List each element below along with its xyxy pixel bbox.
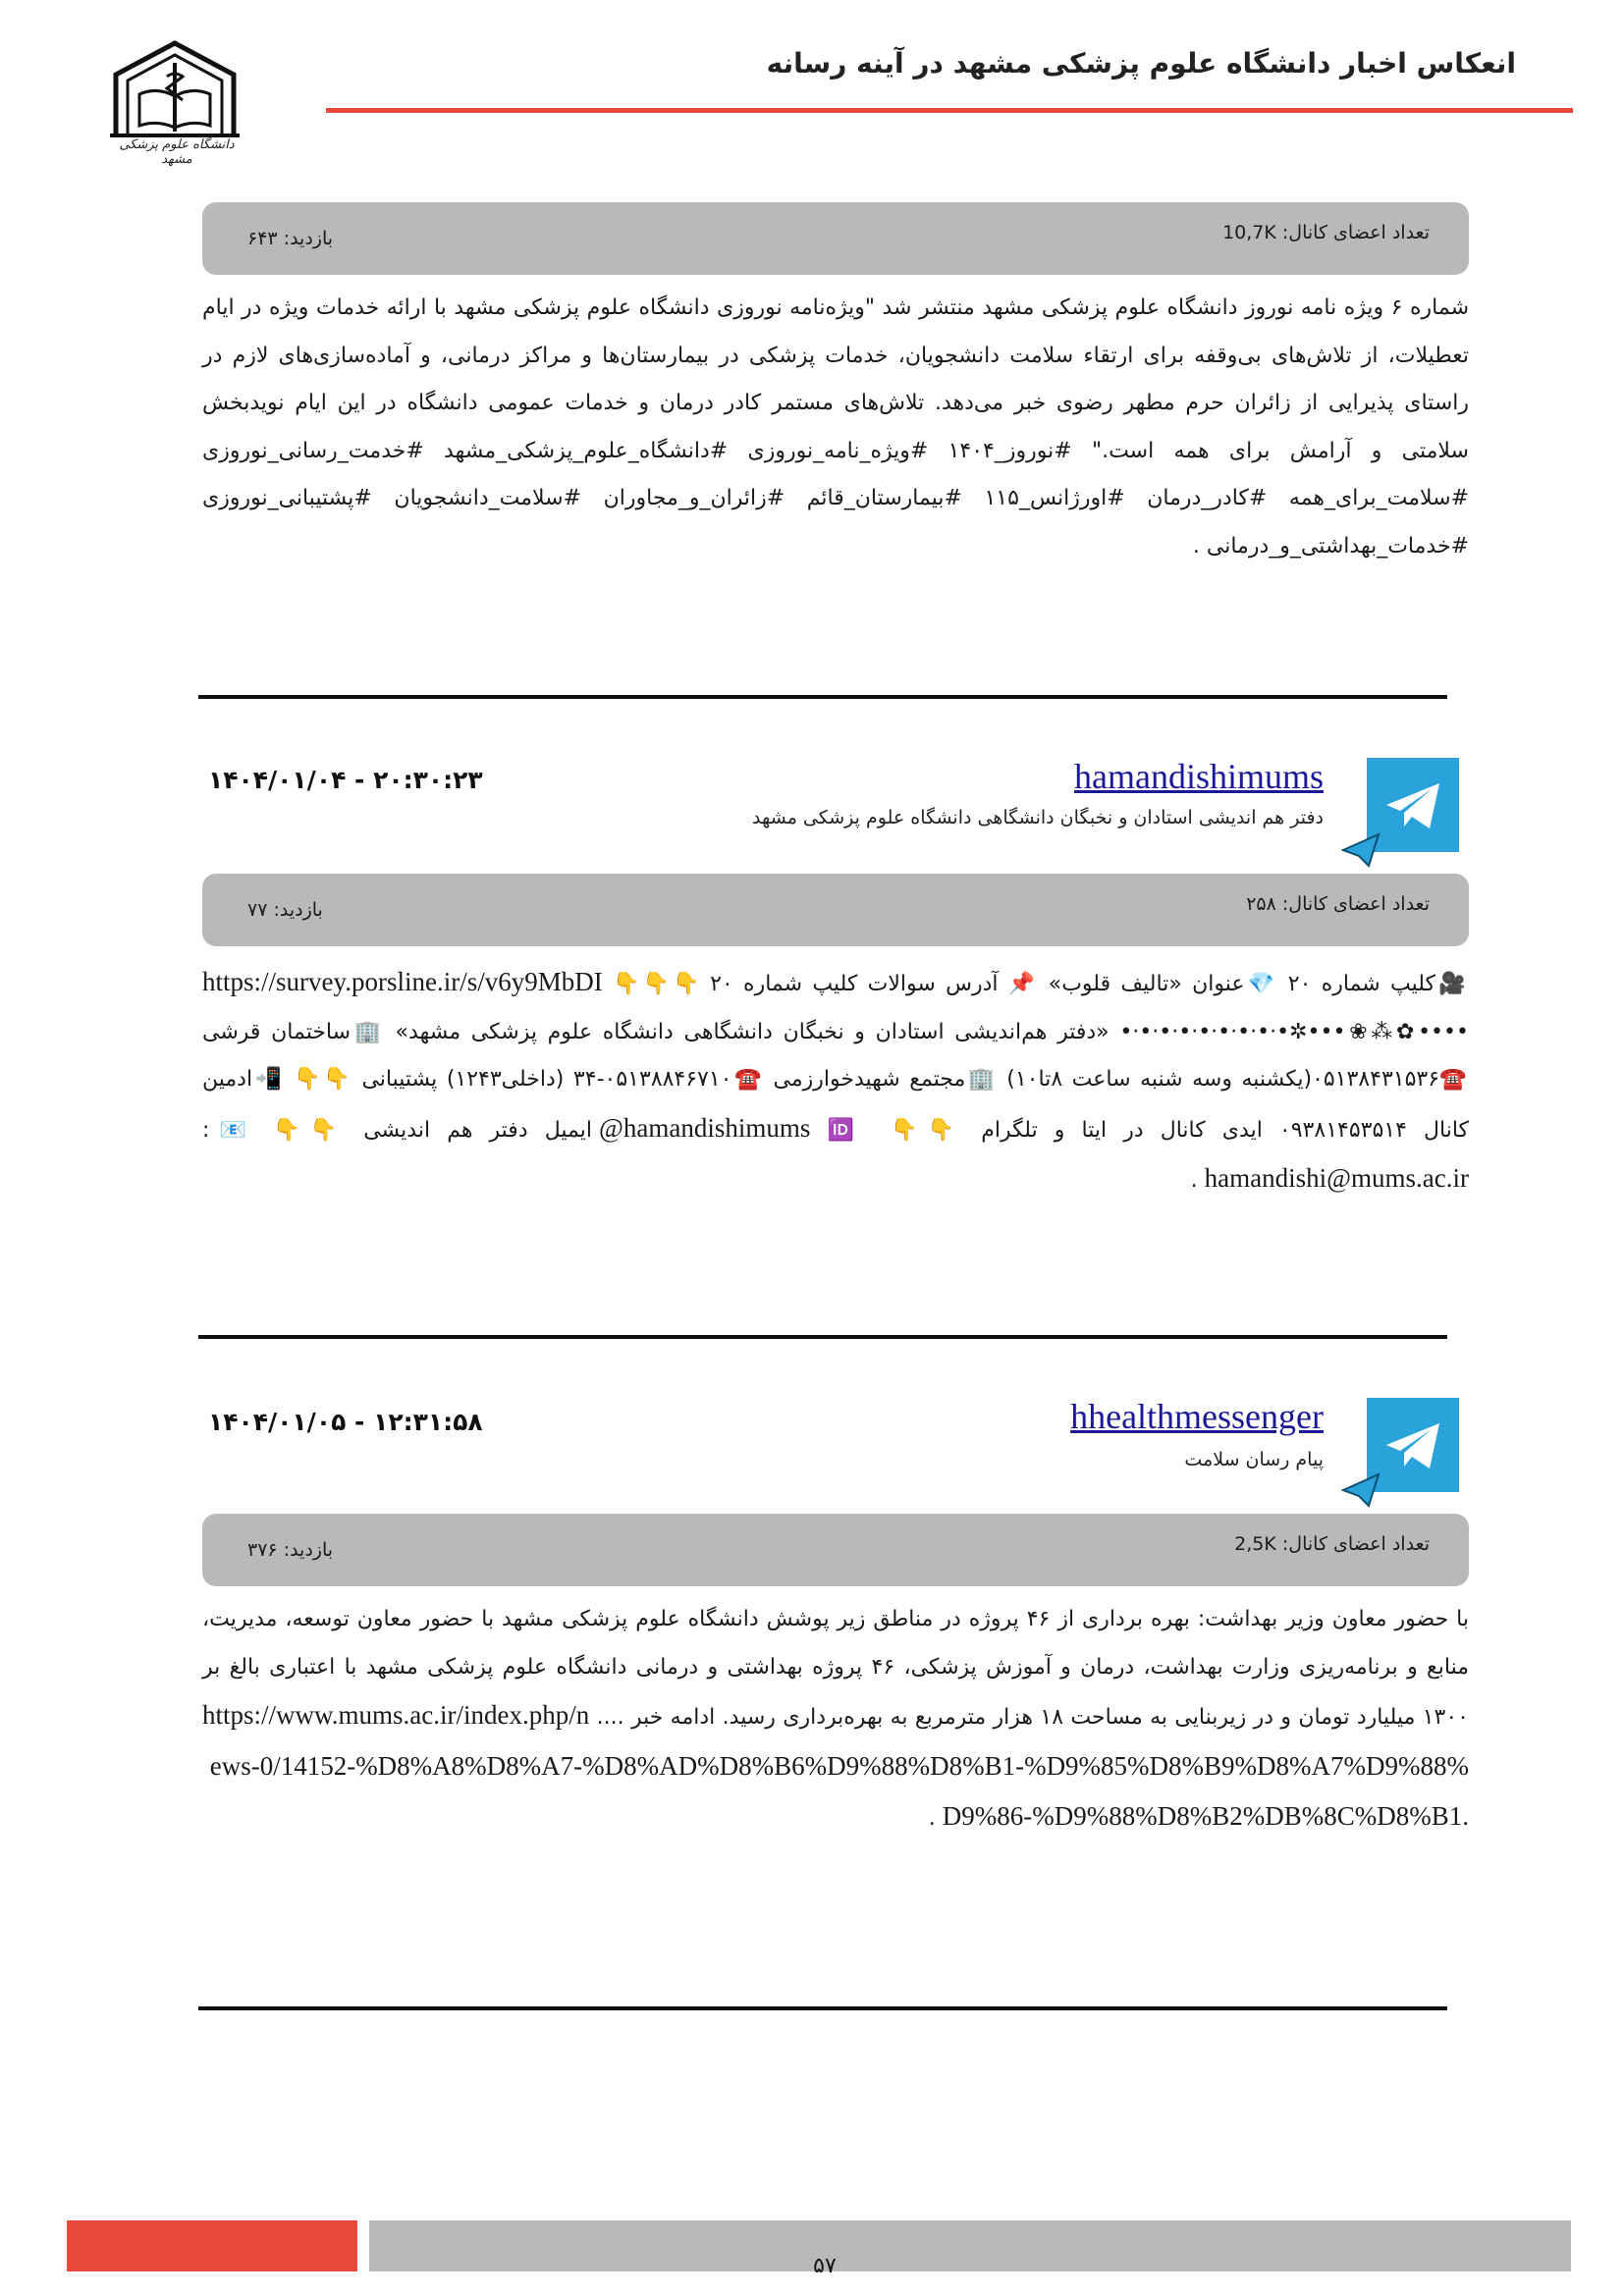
channel-description: پیام رسان سلامت	[1184, 1449, 1324, 1470]
logo-caption: دانشگاه علوم پزشکی مشهد	[119, 137, 235, 167]
channel-description: دفتر هم اندیشی استادان و نخبگان دانشگاهی دانشگاه علوم پزشکی مشهد	[752, 807, 1324, 828]
post-separator	[198, 2006, 1447, 2010]
post-3-info-bar	[202, 1514, 1469, 1586]
post-3-body: با حضور معاون وزیر بهداشت: بهره برداری از ۴۶ پروژه در مناطق زیر پوشش دانشگاه علوم پزشکی مشهد با حضور معاون توسعه، مدیریت، منابع و برنامه‌ریزی وزارت بهداشت، درمان و آموزش پزشکی، ۴۶ پروژه بهداشتی و درمانی دانشگاه علوم پزشکی مشهد با اعتباری بالغ بر ۱۳۰۰ میلیارد تومان و در زیربنایی به مساحت ۱۸ هزار مترمربع به بهره‌برداری رسید. ادامه خبر .... https://www.mums.ac.ir/index.php/news-0/14152-%D8%A8%D8%A7-%D8%AD%D8%B6%D9%88%D8%B1-%D9%85%D8%B9%D8%A7%D9%88%D9%86-%D9%88%D8%B2%DB%8C%D8%B1. .	[202, 1607, 1469, 1831]
footer-bar	[369, 2220, 1571, 2271]
post-2-text-a: 🎥کلیپ شماره ۲۰ 💎عنوان «تالیف قلوب» 📌 آدرس سوالات کلیپ شماره ۲۰ 👇👇👇	[609, 972, 1470, 996]
channel-name-link[interactable]: hamandishimums	[1074, 757, 1324, 796]
email-link[interactable]: hamandishi@mums.ac.ir	[1204, 1163, 1469, 1193]
post-2-text-b: ••••✿⁂❀•••✲•·•·•·•·•·•·•·•·• «دفتر هم‌اندیشی استادان و نخبگان دانشگاهی دانشگاه علوم پزشکی مشهد» 🏢ساختمان قرشی ☎️۰۵۱۳۸۴۳۱۵۳۶(یکشنبه وسه شنبه ساعت ۸تا۱۰) 🏢مجتمع شهیدخوارزمی ☎️۰۵۱۳۸۸۴۶۷۱۰-۳۴ (داخلی۱۲۴۳) پشتیبانی 👇👇 📲ادمین کانال ۰۹۳۸۱۴۵۳۵۱۴ ایدی کانال در ایتا و تلگرام 👇👇	[202, 1019, 1469, 1143]
footer-accent-bar	[67, 2220, 357, 2271]
post-3-views-count: بازدید: ۳۷۶	[247, 1539, 334, 1561]
news-link[interactable]: https://www.mums.ac.ir/index.php/news-0/14152-%D8%A8%D8%A7-%D8%AD%D8%B6%D9%88%D8%B1-%D9%85%D8%B9%D8%A7%D9%88%D9%86-%D9%88%D8%B2%DB%8C%D8%B1.	[202, 1700, 1469, 1831]
telegram-icon	[1367, 758, 1459, 852]
post-3-members-count: تعداد اعضای کانال: 2,5K	[1234, 1533, 1430, 1555]
page-number: ۵۷	[813, 2254, 837, 2278]
channel-name-link[interactable]: hhealthmessenger	[1070, 1397, 1324, 1436]
page-header-title: انعکاس اخبار دانشگاه علوم پزشکی مشهد در آینه رسانه	[766, 47, 1516, 80]
telegram-icon	[1367, 1398, 1459, 1492]
post-date: ۱۴۰۴/۰۱/۰۴ - ۲۰:۳۰:۲۳	[208, 766, 483, 794]
post-2-members-count: تعداد اعضای کانال: ۲۵۸	[1246, 893, 1430, 915]
post-1-views-count: بازدید: ۶۴۳	[247, 228, 334, 249]
post-2-body: 🎥کلیپ شماره ۲۰ 💎عنوان «تالیف قلوب» 📌 آدرس سوالات کلیپ شماره ۲۰ 👇👇👇 https://survey.porsline.ir/s/v6y9MbDI ••••✿⁂❀•••✲•·•·•·•·•·•·•·•·• «دفتر هم‌اندیشی استادان و نخبگان دانشگاهی دانشگاه علوم پزشکی مشهد» 🏢ساختمان قرشی ☎️۰۵۱۳۸۴۳۱۵۳۶(یکشنبه وسه شنبه ساعت ۸تا۱۰) 🏢مجتمع شهیدخوارزمی ☎️۰۵۱۳۸۸۴۶۷۱۰-۳۴ (داخلی۱۲۴۳) پشتیبانی 👇👇 📲ادمین کانال ۰۹۳۸۱۴۵۳۵۱۴ ایدی کانال در ایتا و تلگرام 👇👇 @hamandishimums 🆔 ایمیل دفتر هم اندیشی 👇👇 📧: hamandishi@mums.ac.ir .	[202, 967, 1470, 1193]
send-arrow-icon	[1341, 1472, 1380, 1508]
post-2-views-count: بازدید: ۷۷	[247, 899, 323, 921]
channel-handle-link[interactable]: @hamandishimums	[598, 1112, 811, 1143]
post-1-members-count: تعداد اعضای کانال: 10,7K	[1222, 222, 1430, 243]
header-rule	[326, 108, 1573, 113]
send-arrow-icon	[1341, 832, 1380, 868]
post-1-body: شماره ۶ ویژه نامه نوروز دانشگاه علوم پزشکی مشهد منتشر شد "ویژه‌نامه نوروزی دانشگاه علوم پزشکی مشهد با ارائه خدمات ویژه در ایام تعطیلات، از تلاش‌های بی‌وقفه برای ارتقاء سلامت دانشجویان، خدمات پزشکی در بیمارستان‌ها و مراکز درمانی، و آماده‌سازی‌های لازم در راستای پذیرایی از زائران حرم مطهر رضوی خبر می‌دهد. تلاش‌های مستمر کادر درمان و خدمات عمومی دانشگاه در این ایام نویدبخش سلامتی و آرامش برای همه است." #نوروز_۱۴۰۴ #ویژه_نامه_نوروزی #دانشگاه_علوم_پزشکی_مشهد #خدمت_رسانی_نوروزی #سلامت_برای_همه #کادر_درمان #اورژانس_۱۱۵ #بیمارستان_قائم #زائران_و_مجاوران #سلامت_دانشجویان #پشتیبانی_نوروزی #خدمات_بهداشتی_و_درمانی .	[202, 295, 1470, 559]
post-separator	[198, 1335, 1447, 1339]
survey-link[interactable]: https://survey.porsline.ir/s/v6y9MbDI	[202, 967, 603, 996]
post-1-info-bar	[202, 202, 1469, 275]
post-2-text-c: 🆔 ایمیل دفتر هم اندیشی 👇👇 📧:	[202, 1117, 864, 1143]
post-date: ۱۴۰۴/۰۱/۰۵ - ۱۲:۳۱:۵۸	[208, 1408, 483, 1436]
post-3-text: با حضور معاون وزیر بهداشت: بهره برداری از ۴۶ پروژه در مناطق زیر پوشش دانشگاه علوم پزشکی مشهد با حضور معاون توسعه، مدیریت، منابع و برنامه‌ریزی وزارت بهداشت، درمان و آموزش پزشکی، ۴۶ پروژه بهداشتی و درمانی دانشگاه علوم پزشکی مشهد با اعتباری بالغ بر ۱۳۰۰ میلیارد تومان و در زیربنایی به مساحت ۱۸ هزار مترمربع به بهره‌برداری رسید. ادامه خبر ....	[202, 1607, 1469, 1730]
logo-emblem-icon	[106, 37, 244, 140]
post-separator	[198, 695, 1447, 699]
post-2-info-bar	[202, 874, 1469, 946]
